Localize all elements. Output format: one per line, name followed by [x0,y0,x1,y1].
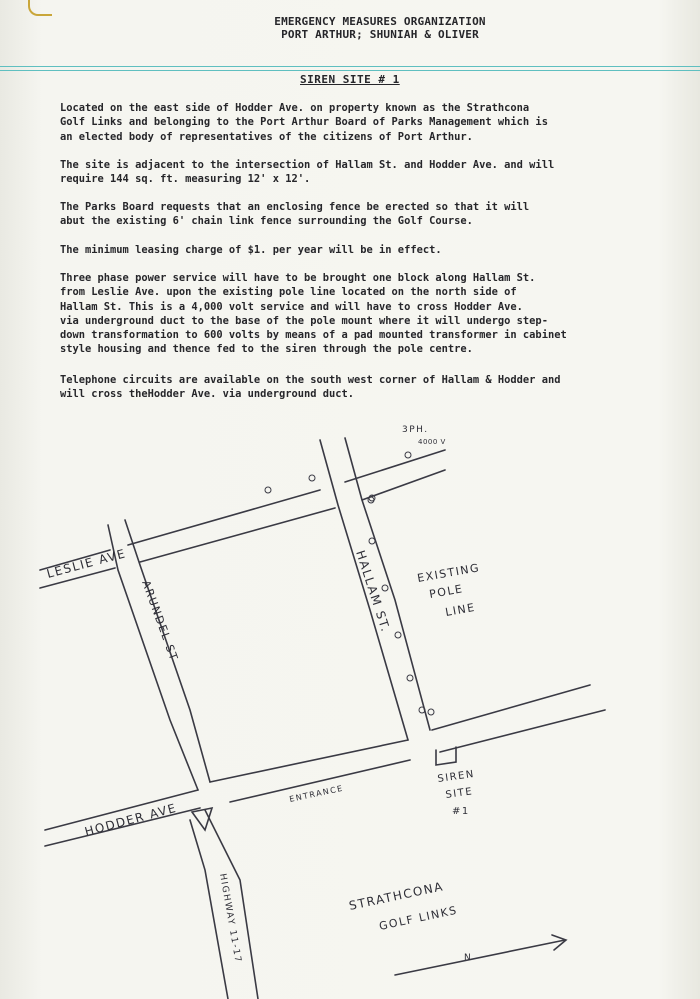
paperclip-mark-icon [28,0,52,16]
label-highway: HIGHWAY 11-17 [217,872,243,965]
leslie-ave-south-edge [40,470,445,588]
paragraph-fence: The Parks Board requests that an enclosing fence be erected so that it will abut the existing 6' chain link fence surrounding the Golf Course. [60,201,530,228]
pole-marker [368,497,374,503]
pole-marker [395,632,401,638]
header-rule-top [0,66,700,67]
document-header [0,15,700,41]
header-municipalities: PORT ARTHUR; SHUNIAH & OLIVER [281,28,479,41]
label-hallam-st: HALLAM ST. [353,548,393,635]
pole-marker [369,538,375,544]
label-leslie-ave: LESLIE AVE [45,546,128,581]
arundel-st-west-edge [108,525,198,790]
pole-marker [405,452,411,458]
north-arrow-line [395,940,565,975]
label-siren: SIREN [436,768,476,785]
label-arundel-st: ARUNDEL ST [139,578,181,664]
label-3-phase: 3PH. [402,425,429,435]
label-line: LINE [444,600,477,619]
hallam-st-east-edge [345,438,430,730]
paragraph-site-size: The site is adjacent to the intersection of Hallam St. and Hodder Ave. and will require 144 sq. ft. measuring 12' x 12'. [60,159,555,186]
pole-marker [265,487,271,493]
pole-marker [428,709,434,715]
label-site-number: #1 [452,806,470,817]
label-site: SITE [444,786,474,801]
label-strathcona: STRATHCONA [347,879,445,913]
header-organization: EMERGENCY MEASURES ORGANIZATION [274,15,486,28]
hallam-st-west-edge [320,440,408,740]
label-existing: EXISTING [416,561,481,585]
paragraph-power: Three phase power service will have to be brought one block along Hallam St. from Leslie Ave. upon the existing pole line located on the north side of Hallam St. This is a 4,000 volt service and will have to cross Hodder Ave. via underground duct to the base of the pole mount where it will undergo step- down transformation to 600 volts by means of a pad mounted transformer in cabinet style housing and thence fed to the siren through the pole centre. [60,272,567,356]
highway-triangle [192,808,212,830]
paragraph-telephone: Telephone circuits are available on the south west corner of Hallam & Hodder and will cross theHodder Ave. via underground duct. [60,374,561,401]
label-golf-links: GOLF LINKS [377,903,459,933]
label-pole: POLE [428,582,465,601]
pole-marker [382,585,388,591]
header-rule-bottom [0,70,700,71]
paragraph-lease: The minimum leasing charge of $1. per year will be in effect. [60,244,442,256]
document-title: SIREN SITE # 1 [300,73,400,86]
label-hodder-ave: HODDER AVE [83,800,179,839]
label-entrance: ENTRANCE [288,783,345,804]
label-north: N [464,953,473,963]
pole-marker [407,675,413,681]
pole-marker [309,475,315,481]
hodder-ave-north-edge [210,685,590,782]
highway-west-edge [190,820,228,999]
paragraph-location: Located on the east side of Hodder Ave. on property known as the Strathcona Golf Links and belonging to the Port Arthur Board of Parks Management which is an elected body of representatives of the citizens of Port Arthur. [60,102,548,143]
label-4000v: 4000 V [418,438,446,446]
site-sketch-map [0,410,700,999]
